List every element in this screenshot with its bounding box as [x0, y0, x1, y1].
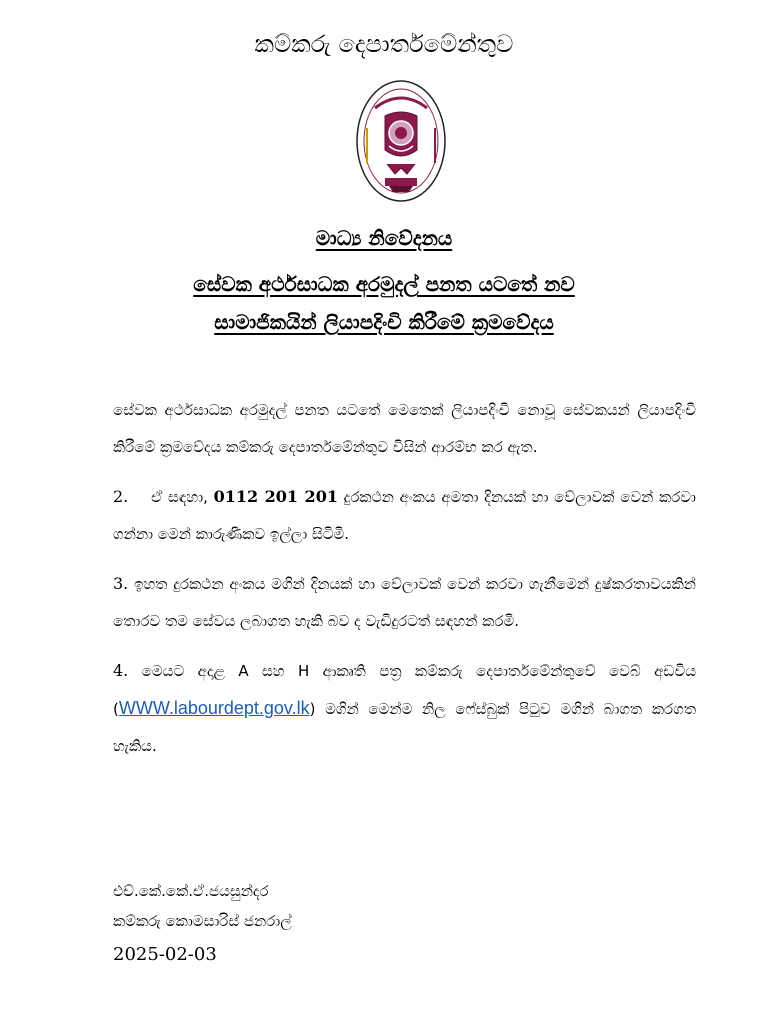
- hotline-number: 0112 201 201: [213, 487, 338, 506]
- paragraph-4: [113, 652, 696, 765]
- labour-dept-website-link[interactable]: WWW.labourdept.gov.lk: [118, 698, 310, 718]
- paragraph-2-number: 2.: [113, 487, 129, 506]
- notice-date: 2025-02-03: [113, 944, 217, 965]
- notice-title-line-1: සේවක අර්ථසාධක අරමුදල් පනත යටතේ නව: [193, 272, 575, 296]
- signatory-name: එච්.කේ.කේ.ඒ.ජයසුන්දර: [113, 882, 269, 900]
- paragraph-3-number: 3.: [113, 574, 129, 593]
- department-seal-logo: [355, 78, 447, 204]
- paragraph-1: සේවක අර්ථසාධක අරමුදල් පනත යටතේ මෙතෙක් ලියාපදිංචි නොවූ සේවකයන් ලියාපදිංචි කිරීමේ ක්‍රමවේදය කම්කරු දෙපාර්තමේන්තුව විසින් ආරම්භ කර ඇත.: [113, 401, 696, 456]
- paragraph-3: [113, 565, 696, 640]
- paragraph-2-text-b: දුරකථන අංකය අමතා දිනයක් හා වේලාවක් වෙන් කරවා ගන්නා මෙන් කාරුණිකව ඉල්ලා සිටිමි.: [113, 488, 696, 543]
- notice-type-heading: මාධ්‍ය නිවේදනය: [315, 226, 453, 250]
- paragraph-4-text-a: මෙයට අදාළ A සහ H ආකෘති පත්‍ර කම්කරු දෙපාර්තමේන්තුවේ වෙබ් අඩවිය (: [113, 662, 696, 718]
- seal-icon: [355, 78, 447, 204]
- department-title: කම්කරු දෙපාර්තමේන්තුව: [254, 30, 514, 58]
- paragraph-2: [113, 478, 696, 553]
- paragraph-3-text: ඉහත දුරකථන අංකය මගින් දිනයක් හා වේලාවක් වෙන් කරවා ගැනීමෙන් දුෂ්කරතාවයකින් තොරව තම සේවය ලබාගත හැකි බව ද වැඩිදුරටත් සඳහන් කරමි.: [113, 575, 696, 630]
- paragraph-4-number: 4.: [113, 661, 129, 680]
- paragraph-4-text-b: ) මගින් මෙන්ම නිල ෆේස්බුක් පිටුව මගින් බාගත කරගත හැකිය.: [113, 700, 696, 755]
- notice-body: [113, 392, 696, 777]
- paragraph-2-text-a: ඒ සඳහා,: [151, 488, 208, 506]
- signatory-designation: කම්කරු කොමසාරිස් ජනරාල්: [113, 912, 292, 930]
- notice-title-line-2: සාමාජිකයින් ලියාපදිංචි කිරීමේ ක්‍රමවේදය: [214, 310, 554, 334]
- signature-block: [113, 876, 292, 936]
